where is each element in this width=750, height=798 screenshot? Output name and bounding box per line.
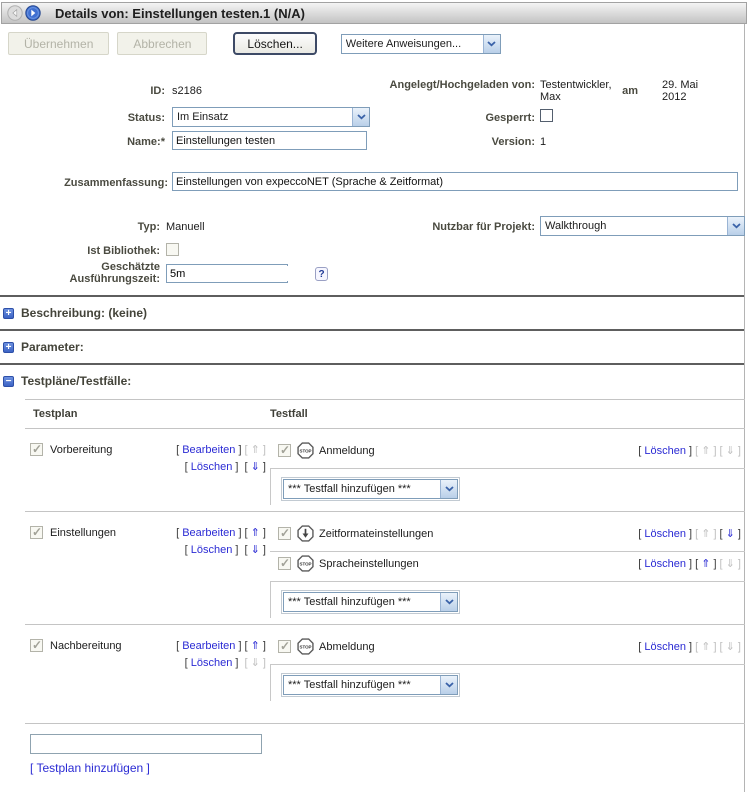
delete-testplan-link[interactable]: [ Löschen ]	[185, 657, 239, 669]
add-testcase-select[interactable]: *** Testfall hinzufügen ***	[283, 479, 458, 499]
testplan-checkbox[interactable]	[30, 526, 43, 539]
testcase-name: Zeitformateinstellungen	[319, 527, 434, 540]
details-panel	[0, 24, 745, 792]
new-testplan-input[interactable]	[30, 734, 262, 754]
move-testplan-down[interactable]: [ ⇓ ]	[245, 544, 266, 556]
collapse-icon[interactable]: −	[3, 376, 14, 387]
col-header-testplan: Testplan	[33, 408, 78, 420]
table-header	[25, 400, 745, 429]
move-testcase-up[interactable]: [ ⇑ ]	[695, 444, 716, 457]
summary-label: Zusammenfassung:	[64, 177, 168, 189]
chevron-down-icon	[440, 676, 457, 694]
testplan-row	[25, 429, 745, 512]
version-label: Version:	[491, 136, 535, 148]
move-testplan-down[interactable]: [ ⇓ ]	[245, 461, 266, 473]
testcase-checkbox[interactable]	[278, 444, 291, 457]
circle-left-arrow-icon	[7, 5, 23, 21]
move-testplan-up[interactable]: [ ⇑ ]	[245, 526, 266, 539]
name-label: Name:*	[127, 136, 165, 148]
testplan-name: Nachbereitung	[50, 639, 122, 652]
toolbar	[0, 24, 744, 55]
svg-text:STOP: STOP	[299, 561, 312, 567]
testcase-row	[270, 552, 745, 582]
locked-checkbox[interactable]	[540, 109, 553, 122]
move-testplan-up[interactable]: [ ⇑ ]	[245, 443, 266, 456]
titlebar	[1, 2, 747, 24]
testplan-row	[25, 512, 745, 625]
testplan-name: Vorbereitung	[50, 443, 113, 456]
testcase-name: Abmeldung	[319, 640, 375, 653]
stop-sign-icon	[297, 638, 314, 655]
testcase-row	[270, 439, 745, 469]
id-value: s2186	[172, 85, 202, 97]
testplan-checkbox[interactable]	[30, 639, 43, 652]
move-testcase-down[interactable]: [ ⇓ ]	[720, 444, 741, 457]
move-testplan-up[interactable]: [ ⇑ ]	[245, 639, 266, 652]
testcase-name: Spracheinstellungen	[319, 557, 419, 570]
circle-right-arrow-icon	[25, 5, 41, 21]
section-label: Beschreibung: (keine)	[21, 306, 148, 320]
duration-label: Geschätzte Ausführungszeit:	[69, 261, 160, 285]
apply-button[interactable]: Übernehmen	[8, 32, 109, 55]
delete-button[interactable]: Löschen...	[233, 32, 316, 55]
delete-testcase-link[interactable]: [ Löschen ]	[638, 445, 692, 457]
svg-text:STOP: STOP	[299, 448, 312, 454]
status-select[interactable]: Im Einsatz	[172, 107, 370, 127]
svg-text:STOP: STOP	[299, 644, 312, 650]
testcase-checkbox[interactable]	[278, 557, 291, 570]
delete-testcase-link[interactable]: [ Löschen ]	[638, 558, 692, 570]
testcase-checkbox[interactable]	[278, 640, 291, 653]
created-am-label: am	[622, 85, 638, 97]
section-label: Parameter:	[21, 340, 84, 354]
more-actions-select[interactable]: Weitere Anweisungen...	[341, 34, 501, 54]
project-select[interactable]: Walkthrough	[540, 216, 745, 236]
section-label: Testpläne/Testfälle:	[21, 374, 132, 388]
add-testplan-link[interactable]: [ Testplan hinzufügen ]	[30, 761, 744, 775]
created-by-value: Testentwickler, Max	[540, 79, 612, 103]
testcase-checkbox[interactable]	[278, 527, 291, 540]
library-checkbox[interactable]	[166, 243, 179, 256]
version-value: 1	[540, 136, 547, 148]
type-value: Manuell	[166, 221, 205, 233]
testplan-table	[25, 399, 745, 724]
octagon-down-arrow-icon	[297, 525, 314, 542]
edit-testplan-link[interactable]: [ Bearbeiten ]	[176, 444, 241, 456]
help-icon[interactable]: ?	[315, 267, 328, 281]
page-title: Details von: Einstellungen testen.1 (N/A)	[55, 5, 305, 21]
testplan-row	[25, 625, 745, 724]
expand-icon[interactable]: +	[3, 342, 14, 353]
section-beschreibung	[0, 297, 744, 329]
chevron-down-icon	[440, 480, 457, 498]
nav-forward-button[interactable]	[25, 5, 41, 21]
summary-input[interactable]	[172, 172, 738, 191]
chevron-down-icon	[483, 35, 500, 53]
edit-testplan-link[interactable]: [ Bearbeiten ]	[176, 527, 241, 539]
delete-testcase-link[interactable]: [ Löschen ]	[638, 528, 692, 540]
move-testcase-down[interactable]: [ ⇓ ]	[720, 557, 741, 570]
move-testcase-down[interactable]: [ ⇓ ]	[720, 527, 741, 540]
edit-testplan-link[interactable]: [ Bearbeiten ]	[176, 640, 241, 652]
chevron-down-icon	[440, 593, 457, 611]
status-label: Status:	[127, 112, 165, 124]
id-label: ID:	[150, 85, 165, 97]
project-label: Nutzbar für Projekt:	[432, 221, 535, 233]
testplan-checkbox[interactable]	[30, 443, 43, 456]
add-testcase-select[interactable]: *** Testfall hinzufügen ***	[283, 675, 458, 695]
move-testcase-up[interactable]: [ ⇑ ]	[695, 527, 716, 540]
move-testcase-down[interactable]: [ ⇓ ]	[720, 640, 741, 653]
stop-sign-icon	[297, 442, 314, 459]
duration-input[interactable]	[167, 266, 315, 281]
created-by-label: Angelegt/Hochgeladen von:	[389, 79, 535, 91]
section-parameter	[0, 331, 744, 363]
delete-testplan-link[interactable]: [ Löschen ]	[185, 544, 239, 556]
testplan-name: Einstellungen	[50, 526, 117, 539]
testcase-name: Anmeldung	[319, 444, 375, 457]
stop-sign-icon	[297, 555, 314, 572]
chevron-down-icon	[727, 217, 744, 235]
library-label: Ist Bibliothek:	[87, 245, 160, 257]
add-testcase-select[interactable]: *** Testfall hinzufügen ***	[283, 592, 458, 612]
testcase-row	[270, 522, 745, 552]
delete-testplan-link[interactable]: [ Löschen ]	[185, 461, 239, 473]
name-input[interactable]	[172, 131, 367, 150]
detail-form	[0, 55, 744, 295]
move-testcase-up[interactable]: [ ⇑ ]	[695, 557, 716, 570]
expand-icon[interactable]: +	[3, 308, 14, 319]
cancel-button[interactable]: Abbrechen	[117, 32, 207, 55]
col-header-testfall: Testfall	[270, 408, 308, 420]
created-date-value: 29. Mai 2012	[662, 79, 699, 103]
duration-field	[166, 264, 325, 283]
move-testplan-down[interactable]: [ ⇓ ]	[245, 657, 266, 669]
add-testplan-area	[30, 734, 744, 775]
delete-testcase-link[interactable]: [ Löschen ]	[638, 641, 692, 653]
testcase-row	[270, 635, 745, 665]
type-label: Typ:	[137, 221, 160, 233]
section-testplaene	[0, 365, 744, 397]
locked-label: Gesperrt:	[485, 112, 535, 124]
nav-back-button[interactable]	[7, 5, 23, 21]
move-testcase-up[interactable]: [ ⇑ ]	[695, 640, 716, 653]
